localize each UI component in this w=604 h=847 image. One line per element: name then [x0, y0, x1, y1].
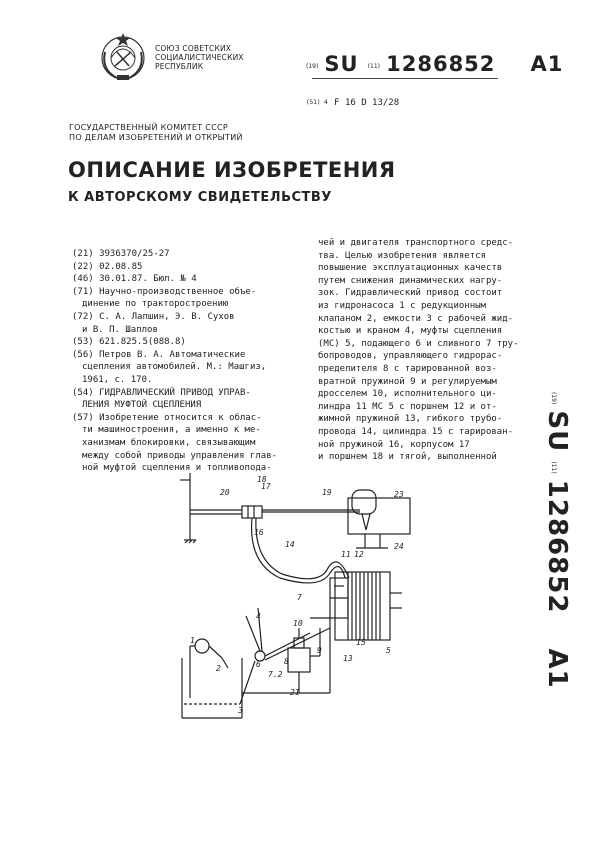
- figure-label: 5: [386, 646, 391, 655]
- biblio-line: (54) ГИДРАВЛИЧЕСКИЙ ПРИВОД УПРАВ-: [72, 387, 251, 398]
- figure-label: 14: [285, 540, 295, 549]
- ipc-prefix: (51) 4: [306, 99, 328, 106]
- abstract-line: путем снижения динамических нагру-: [318, 275, 503, 286]
- figure-label: 23: [394, 490, 404, 499]
- abstract-line: зок. Гидравлический привод состоит: [318, 288, 503, 299]
- figure-label: 6: [256, 660, 261, 669]
- abstract-line: повышение эксплуатационных качеств: [318, 263, 503, 274]
- biblio-line: (56) Петров В. А. Автоматические: [72, 349, 246, 360]
- figure-label: 3: [238, 706, 243, 715]
- abstract-line: дросселем 10, исполнительного ци-: [318, 389, 497, 400]
- figure-label: 8: [284, 657, 289, 666]
- patent-number: 1286852: [386, 52, 496, 76]
- biblio-line: (71) Научно-производственное объе-: [72, 286, 257, 297]
- biblio-line: (22) 02.08.85: [72, 261, 143, 272]
- figure-label: 20: [220, 488, 230, 497]
- abstract-line: костью и краном 4, муфты сцепления: [318, 326, 503, 337]
- figure-label: 18: [257, 475, 267, 484]
- figure-label: 16: [254, 528, 264, 537]
- figure-label: 4: [256, 612, 261, 621]
- side-patent-number: 1286852: [542, 479, 572, 614]
- abstract-line: бопроводов, управляющего гидрорас-: [318, 351, 503, 362]
- figure-label: 17: [261, 482, 271, 491]
- biblio-line: между собой приводы управления глав-: [82, 450, 278, 461]
- side-kind-code: A1: [542, 648, 572, 689]
- abstract-line: клапаном 2, емкости 3 с рабочей жид-: [318, 313, 514, 324]
- biblio-line: ханизмам блокировки, связывающим: [82, 437, 256, 448]
- number-prefix: (11): [367, 63, 381, 70]
- figure-label: 15: [356, 638, 366, 647]
- abstract-line: провода 14, цилиндра 15 с тарирован-: [318, 426, 514, 437]
- figure-label: 24: [394, 542, 404, 551]
- abstract-line: пределителя 8 с тарированной воз-: [318, 363, 497, 374]
- biblio-line: (72) С. А. Лапшин, Э. В. Сухов: [72, 311, 235, 322]
- biblio-line: динение по тракторостроению: [82, 299, 229, 310]
- figure-label: 2: [216, 664, 221, 673]
- kind-code: A1: [530, 52, 564, 76]
- figure-label: 11: [341, 550, 351, 559]
- biblio-line: (53) 621.825.5(088.8): [72, 337, 186, 348]
- document-subtitle: К АВТОРСКОМУ СВИДЕТЕЛЬСТВУ: [68, 190, 332, 205]
- country-code: SU: [324, 52, 359, 76]
- biblio-line: и В. П. Шаплов: [82, 324, 158, 335]
- figure-label: 9: [317, 646, 322, 655]
- biblio-line: 1961, с. 170.: [82, 374, 153, 385]
- abstract-line: линдра 11 МС 5 с поршнем 12 и от-: [318, 401, 497, 412]
- figure-label: 19: [322, 488, 332, 497]
- biblio-line: (46) 30.01.87. Бюл. № 4: [72, 274, 197, 285]
- side-code-prefix: (19): [550, 392, 557, 405]
- figure-label: 13: [343, 654, 353, 663]
- side-country-code: SU: [542, 410, 572, 453]
- biblio-line: (57) Изобретение относится к облас-: [72, 412, 262, 423]
- figure-label: 7.2: [268, 670, 283, 679]
- document-title: ОПИСАНИЕ ИЗОБРЕТЕНИЯ: [68, 158, 396, 182]
- figure-label: 21: [290, 688, 300, 697]
- side-number-prefix: (11): [550, 461, 557, 474]
- abstract-line: чей и двигателя транспортного средс-: [318, 238, 514, 248]
- abstract-line: и поршнем 18 и тягой, выполненной: [318, 452, 497, 463]
- biblio-line: ти машиностроения, а именно к ме-: [82, 425, 261, 436]
- abstract-line: (МС) 5, подающего 6 и сливного 7 тру-: [318, 338, 519, 349]
- figure-label: 7: [297, 593, 302, 602]
- abstract-line: из гидронасоса 1 с редукционным: [318, 300, 486, 311]
- abstract-line: ной пружиной 16, корпусом 17: [318, 439, 470, 450]
- ipc-code: F 16 D 13/28: [334, 98, 400, 108]
- biblio-line: ной муфтой сцепления и топливопода-: [82, 463, 272, 474]
- abstract-line: тва. Целью изобретения является: [318, 250, 486, 261]
- code-prefix: (19): [306, 63, 319, 70]
- abstract-line: вратной пружиной 9 и регулируемым: [318, 376, 497, 387]
- biblio-line: сцепления автомобилей. М.: Машгиз,: [82, 362, 267, 373]
- biblio-line: ЛЕНИЯ МУФТОЙ СЦЕПЛЕНИЯ: [82, 400, 202, 411]
- figure-label: 12: [354, 550, 364, 559]
- committee-name: ГОСУДАРСТВЕННЫЙ КОМИТЕТ СССР ПО ДЕЛАМ ИЗОБРЕТЕНИЙ И ОТКРЫТИЙ: [69, 123, 243, 142]
- union-name: СОЮЗ СОВЕТСКИХ СОЦИАЛИСТИЧЕСКИХ РЕСПУБЛИК: [155, 44, 244, 71]
- abstract-line: жимной пружиной 13, гибкого трубо-: [318, 414, 503, 425]
- figure-label: 1: [190, 636, 195, 645]
- biblio-line: (21) 3936370/25-27: [72, 249, 170, 259]
- figure-label: 10: [293, 619, 303, 628]
